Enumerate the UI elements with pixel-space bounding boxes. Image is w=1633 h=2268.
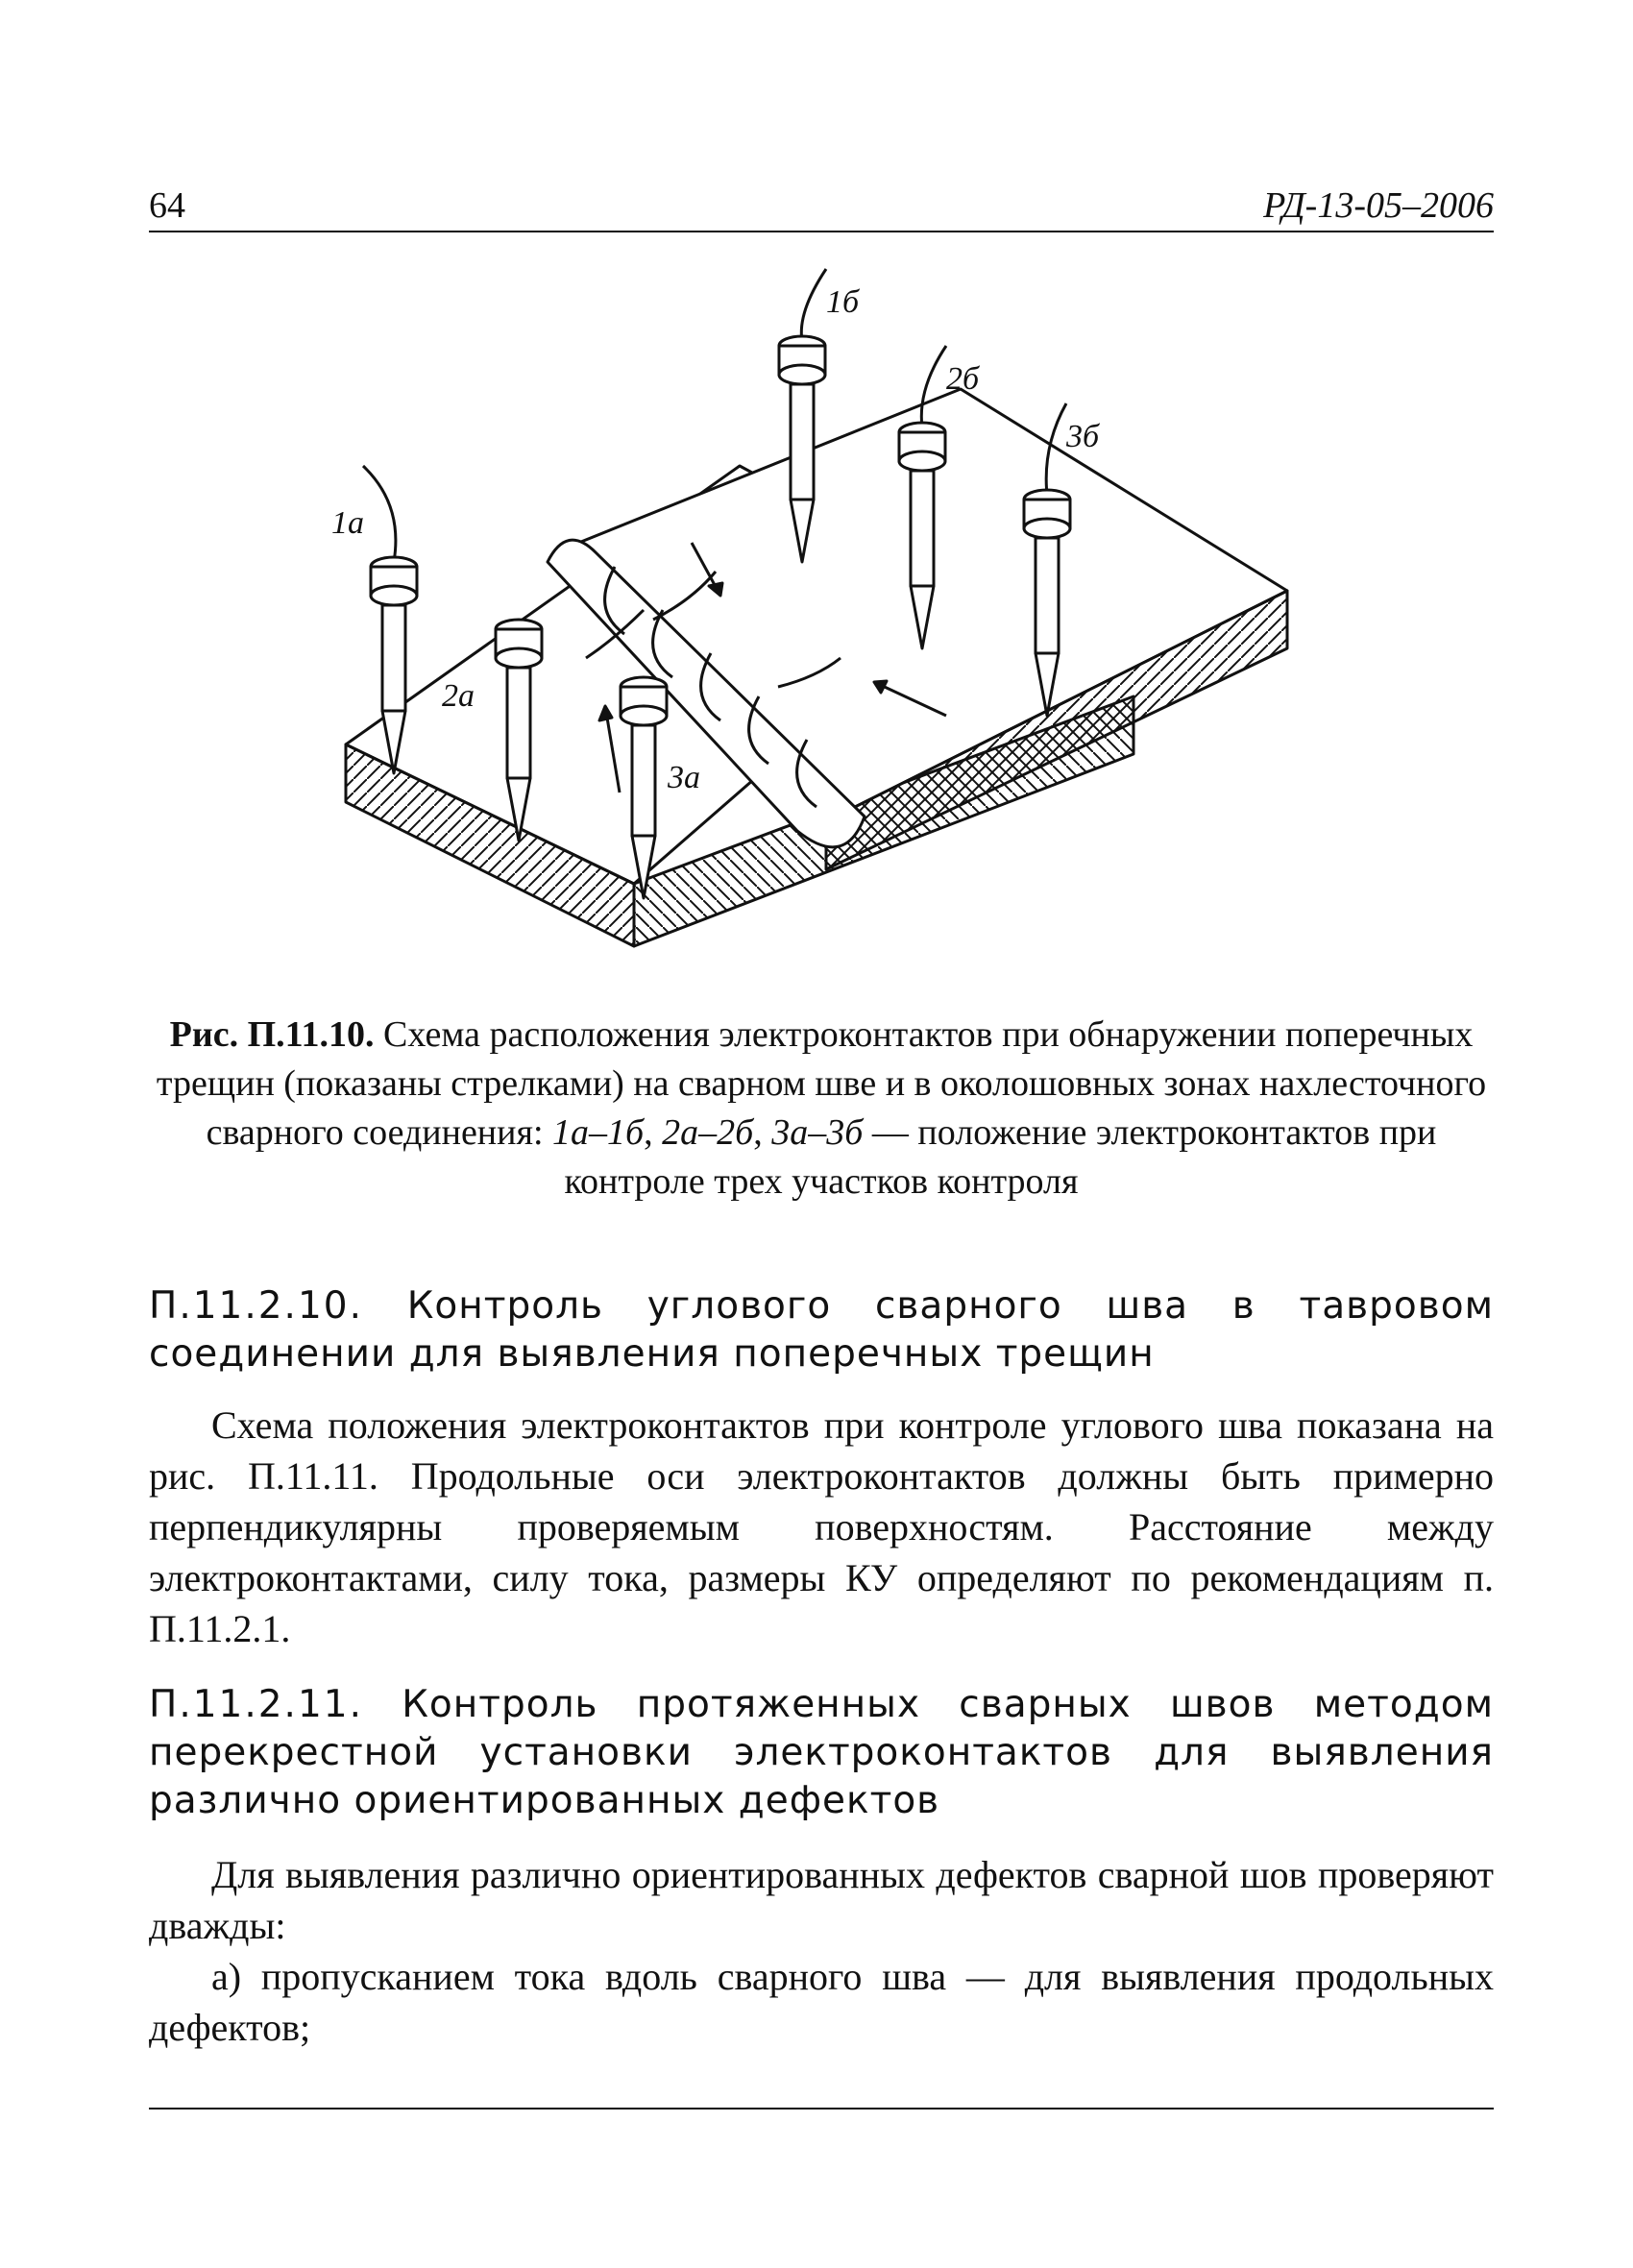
paragraph: Для выявления различно ориентированных дефектов сварной шов проверяют дважды: [149,1853,1494,1947]
document-code: РД-13-05–2006 [1263,185,1494,226]
footer-rule [149,2108,1494,2109]
caption-separator: , [644,1112,663,1153]
section-heading-11-2-10 [149,1282,1494,1378]
weld-electrode-figure [327,255,1306,1004]
label-1b: 1б [826,284,860,320]
page-number: 64 [149,185,185,226]
figure-caption [149,1011,1494,1207]
label-3a: 3а [668,760,700,795]
caption-range-1: 1а–1б [552,1112,645,1153]
header-rule [149,231,1494,232]
paragraph: Схема положения электроконтактов при контроле углового шва показана на рис. П.11.11. Продольные оси электроконтактов должны быть примерно перпендикулярны проверяемым поверхностям. Расстояние между электроконтактами, силу тока, размеры КУ определяют по рекомендациям п. П.11.2.1. [149,1403,1494,1650]
section-title: Контроль углового сварного шва в тавровом соединении для выявления поперечных трещин [149,1284,1494,1376]
caption-range-3: 3а–3б [771,1112,864,1153]
section-heading-11-2-11 [149,1681,1494,1825]
section-number: П.11.2.10. [149,1284,363,1328]
caption-separator: , [753,1112,772,1153]
label-1a: 1а [331,505,364,541]
caption-range-2: 2а–2б [662,1112,754,1153]
section-title: Контроль протяженных сварных швов методом перекрестной установки электроконтактов для выявления различно ориентированных дефектов [149,1683,1494,1822]
caption-label: Рис. П.11.10. [169,1014,375,1055]
list-item: а) пропусканием тока вдоль сварного шва — для выявления продольных дефектов; [149,1955,1494,2049]
section-number: П.11.2.11. [149,1683,363,1726]
caption-text-end: — положение электроконтактов при контроле трех участков контроля [564,1112,1437,1202]
label-3b: 3б [1066,419,1100,454]
caption-text: Схема расположения электроконтактов при обнаружении поперечных трещин (показаны стрелками) на сварном шве и в околошовных зонах нахлесточного сварного соединения: [156,1014,1487,1153]
label-2b: 2б [946,361,980,397]
label-2a: 2а [442,678,475,714]
